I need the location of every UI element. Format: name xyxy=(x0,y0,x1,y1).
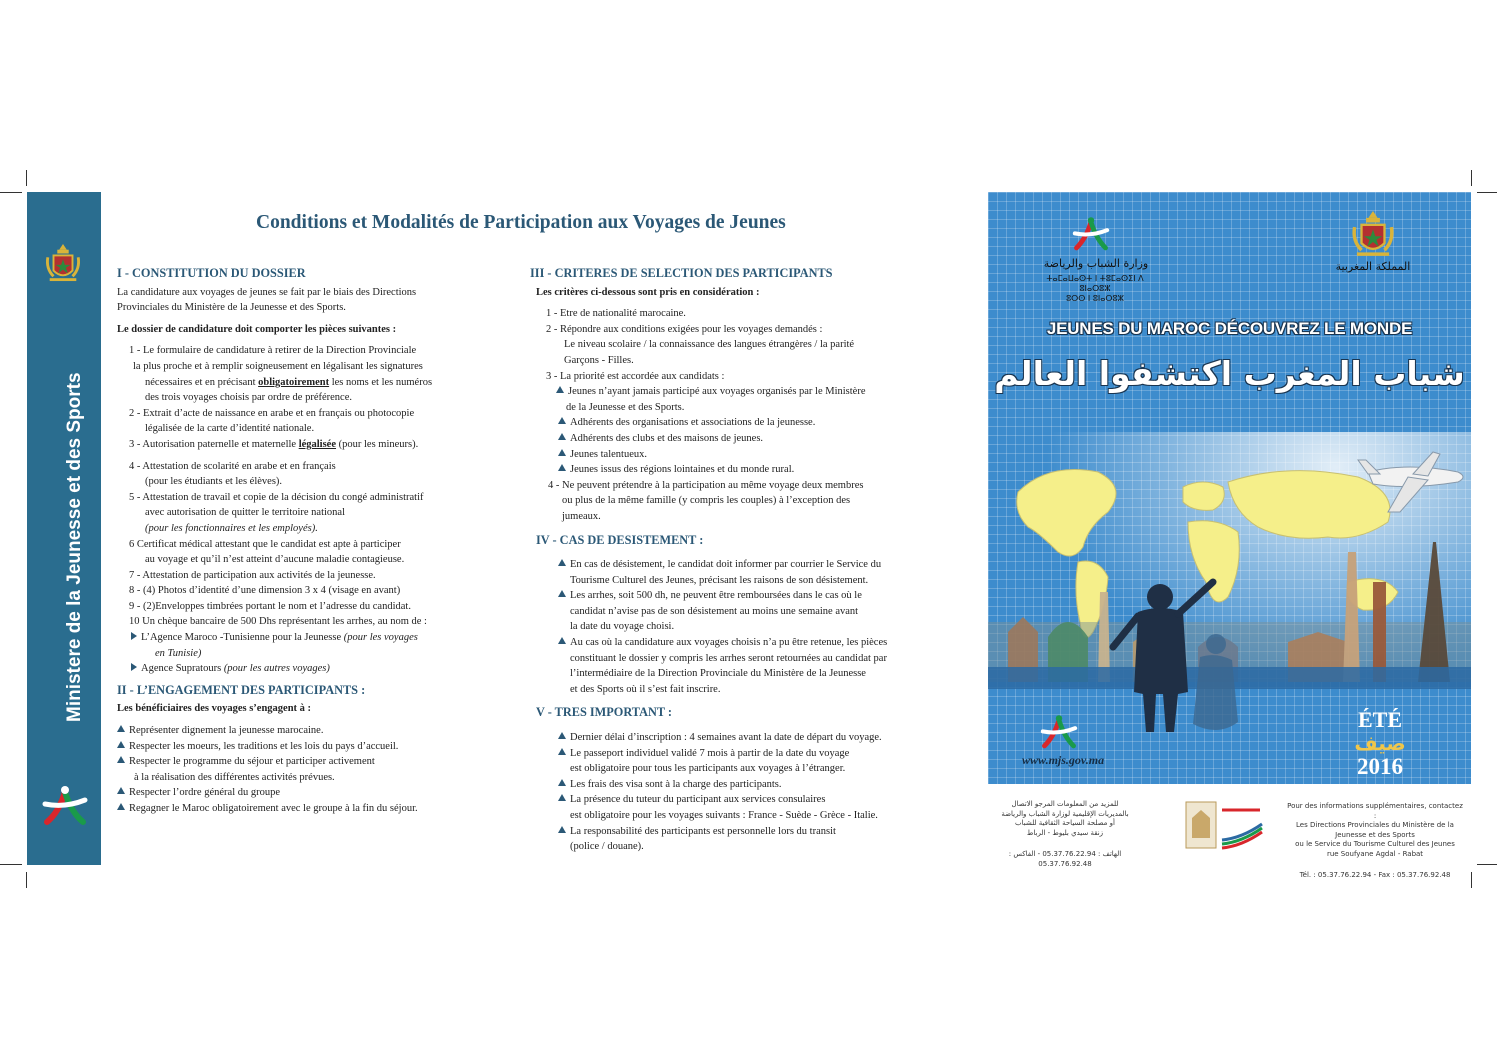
triangle-bullet-icon xyxy=(558,559,566,566)
list-item: 9 - (2)Enveloppes timbrées portant le nom et l’adresse du candidat. xyxy=(129,600,411,612)
bullet-item xyxy=(117,801,447,817)
crop-mark xyxy=(1477,192,1497,193)
contact-line: أو مصلحة السياحة الثقافية للشباب xyxy=(1015,819,1115,827)
crop-mark xyxy=(1471,170,1472,186)
bullet-item xyxy=(530,746,890,762)
ministry-name-amazigh-line: ⵜⴰⵎⴰⵡⴰⵙⵜ ⵏ ⵜⵓⵎⴰⵙⵉⵏ ⴷ ⵓⵏⴰⵔⵓⵣ xyxy=(1046,274,1144,293)
page-title: Conditions et Modalités de Participation aux Voyages de Jeunes xyxy=(256,212,786,233)
section-lead: Les critères ci-dessous sont pris en considération : xyxy=(536,286,760,298)
season-french: ÉTÉ xyxy=(1357,707,1403,732)
triangle-bullet-icon xyxy=(117,741,125,748)
bullet-text: La responsabilité des participants est personnelle lors du transit xyxy=(570,825,836,837)
rabat-event-logo-icon xyxy=(1182,798,1264,854)
bullet-text: Le passeport individuel validé 7 mois à partir de la date du voyage xyxy=(570,747,850,759)
season-arabic: صيف xyxy=(1354,731,1406,755)
list-emphasis: légalisée xyxy=(298,438,337,450)
section-text: Provinciales du Ministère de la Jeunesse et des Sports. xyxy=(117,302,346,314)
list-item: des trois voyages choisis par ordre de préférence. xyxy=(145,392,353,404)
list-item: 6 Certificat médical attestant que le candidat est apte à participer xyxy=(129,538,401,550)
ministry-logo-icon xyxy=(1070,214,1112,256)
royal-emblem-icon xyxy=(44,242,82,284)
bullet-text: Dernier délai d’inscription : 4 semaines avant la date de départ du voyage. xyxy=(570,732,882,744)
list-text: les noms et les numéros xyxy=(329,376,433,388)
list-item xyxy=(117,661,447,677)
triangle-bullet-icon xyxy=(558,433,566,440)
bullet-text: Les frais des visa sont à la charge des participants. xyxy=(570,778,782,790)
list-item: avec autorisation de quitter le territoire national xyxy=(145,507,346,519)
contact-info-french xyxy=(1285,802,1465,881)
contact-line: Tél. : 05.37.76.22.94 - Fax : 05.37.76.92.48 xyxy=(1299,871,1451,879)
slogan-french: JEUNES DU MAROC DÉCOUVREZ LE MONDE xyxy=(1046,319,1413,338)
bullet-item xyxy=(530,635,890,651)
list-emphasis: obligatoirement xyxy=(258,376,330,388)
bullet-item xyxy=(530,730,890,746)
bullet-item: l’intermédiaire de la Direction Provinciale du Ministère de la Jeunesse xyxy=(570,668,866,680)
list-item: 10 Un chèque bancaire de 500 Dhs représentant les arrhes, au nom de : xyxy=(129,616,427,628)
bullet-item: est obligatoire pour les voyages suivants : France - Suède - Grèce - Italie. xyxy=(570,810,878,821)
arrow-bullet-icon xyxy=(131,663,137,671)
section-heading: II - L’ENGAGEMENT DES PARTICIPANTS : xyxy=(117,682,366,697)
bullet-item: Tourisme Culturel des Jeunes, précisant les raisons de son désistement. xyxy=(570,574,869,586)
crop-mark xyxy=(1477,864,1497,865)
list-item: Garçons - Filles. xyxy=(564,354,634,366)
column-left xyxy=(117,266,447,817)
bullet-text: Jeunes n’ayant jamais participé aux voyages organisés par le Ministère xyxy=(568,386,866,398)
crop-mark xyxy=(0,192,22,193)
website-url: www.mjs.gov.ma xyxy=(1022,753,1105,767)
ministry-logo-icon xyxy=(39,782,91,834)
triangle-bullet-icon xyxy=(117,787,125,794)
crop-mark xyxy=(0,864,22,865)
crop-mark xyxy=(26,170,27,186)
section-lead: Les bénéficiaires des voyages s’engagent à : xyxy=(117,703,312,715)
ministry-label: Ministere de la Jeunesse et des Sports xyxy=(64,372,85,722)
bullet-item xyxy=(117,739,447,755)
season-year: 2016 xyxy=(1357,754,1403,779)
list-item: (pour les étudiants et les élèves). xyxy=(145,476,283,488)
bullet-item: est obligatoire pour tous les participants aux voyages à l’étranger. xyxy=(570,763,846,775)
list-item: au voyage et qu’il n’est atteint d’aucune maladie contagieuse. xyxy=(145,554,405,566)
list-text: (pour les voyages xyxy=(343,632,418,644)
season-badge xyxy=(1340,708,1420,780)
bullet-item xyxy=(530,777,890,793)
list-item: 4 - Attestation de scolarité en arabe et en français xyxy=(129,460,336,472)
contact-line: الهاتف : 05.37.76.22.94 - الفاكس : 05.37.76.92.48 xyxy=(1008,850,1122,868)
list-item xyxy=(117,437,447,453)
bullet-item xyxy=(530,824,890,840)
triangle-bullet-icon xyxy=(558,464,566,471)
list-item: 2 - Répondre aux conditions exigées pour les voyages demandés : xyxy=(546,323,823,335)
bullet-text: Respecter les moeurs, les traditions et les lois du pays d’accueil. xyxy=(129,740,399,752)
bullet-item xyxy=(530,792,890,808)
bullet-text: Les arrhes, soit 500 dh, ne peuvent être remboursées dans le cas où le xyxy=(570,590,862,602)
bullet-item xyxy=(530,431,890,447)
list-item: 5 - Attestation de travail et copie de la décision du congé administratif xyxy=(129,491,424,503)
bullet-item xyxy=(530,557,890,573)
section-heading: I - CONSTITUTION DU DOSSIER xyxy=(117,266,306,280)
triangle-bullet-icon xyxy=(117,803,125,810)
contact-info-arabic xyxy=(990,800,1140,869)
list-item: ou plus de la même famille (y compris les couples) à l’exception des jumeaux. xyxy=(562,495,851,522)
triangle-bullet-icon xyxy=(558,826,566,833)
list-text: Agence Supratours xyxy=(141,663,224,675)
list-item: la plus proche et à remplir soigneusement en légalisant les signatures xyxy=(133,360,423,372)
list-item xyxy=(117,375,447,391)
triangle-bullet-icon xyxy=(558,779,566,786)
contact-line: زنقة سيدي بليوط - الرباط xyxy=(1026,828,1104,837)
bullet-text: Représenter dignement la jeunesse marocaine. xyxy=(129,725,324,737)
bullet-text: En cas de désistement, le candidat doit informer par courrier le Service du xyxy=(570,559,882,571)
list-item: 2 - Extrait d’acte de naissance en arabe et en français ou photocopie xyxy=(129,407,415,419)
list-item: 7 - Attestation de participation aux activités de la jeunesse. xyxy=(129,569,376,581)
ministry-name-amazigh-line: ⵓⵔⵙ ⵏ ⵓⵏⴰⵔⵓⵣ xyxy=(1066,294,1124,303)
bullet-item: (police / douane). xyxy=(570,841,644,853)
kingdom-name-arabic: المملكة المغربية xyxy=(1335,260,1411,273)
section-heading: IV - CAS DE DESISTEMENT : xyxy=(536,532,704,547)
bullet-item: et des Sports où il s’est fait inscrire. xyxy=(570,683,721,695)
triangle-bullet-icon xyxy=(556,386,564,393)
triangle-bullet-icon xyxy=(558,449,566,456)
bullet-item: constituant le dossier y compris les arrhes seront retournées au candidat par xyxy=(570,652,887,664)
slogan-arabic: شباب المغرب اكتشفوا العالم xyxy=(994,354,1465,393)
list-item: (pour les fonctionnaires et les employés). xyxy=(145,522,318,534)
list-item: 1 - Le formulaire de candidature à retirer de la Direction Provinciale xyxy=(129,345,417,357)
list-item: 4 - Ne peuvent prétendre à la participation au même voyage deux membres xyxy=(548,479,864,491)
bullet-text: Respecter le programme du séjour et participer activement xyxy=(129,756,375,768)
list-item: Le niveau scolaire / la connaissance des langues étrangères / la parité xyxy=(564,339,855,351)
list-text: (pour les mineurs). xyxy=(336,438,419,450)
list-text: nécessaires et en précisant xyxy=(145,376,259,388)
list-item: 3 - La priorité est accordée aux candidats : xyxy=(546,370,725,382)
contact-line: Les Directions Provinciales du Ministère de la Jeunesse et des Sports xyxy=(1296,821,1454,839)
bullet-text: Jeunes issus des régions lointaines et du monde rural. xyxy=(570,464,795,476)
bullet-item xyxy=(530,447,890,463)
contact-line: بالمديريات الإقليمية لوزارة الشباب والرياضة xyxy=(1001,809,1129,818)
section-lead: Le dossier de candidature doit comporter les pièces suivantes : xyxy=(117,323,397,335)
section-text: La candidature aux voyages de jeunes se fait par le biais des Directions xyxy=(117,286,417,298)
list-item: 8 - (4) Photos d’identité d’une dimension 3 x 4 (visage en avant) xyxy=(129,585,401,597)
bullet-item xyxy=(530,384,890,400)
triangle-bullet-icon xyxy=(558,417,566,424)
bullet-text: Regagner le Maroc obligatoirement avec le groupe à la fin du séjour. xyxy=(129,803,418,814)
triangle-bullet-icon xyxy=(558,732,566,739)
contact-line: Pour des informations supplémentaires, contactez : xyxy=(1287,802,1463,820)
crop-mark xyxy=(1471,872,1472,888)
crop-mark xyxy=(26,872,27,888)
contact-line: للمزيد من المعلومات المرجو الاتصال xyxy=(1011,800,1119,808)
triangle-bullet-icon xyxy=(558,637,566,644)
section-heading: III - CRITERES DE SELECTION DES PARTICIPANTS xyxy=(530,266,833,280)
contact-line: ou le Service du Tourisme Culturel des Jeunes xyxy=(1295,840,1455,848)
bullet-item: à la réalisation des différentes activités prévues. xyxy=(134,771,335,783)
bullet-item xyxy=(117,754,447,770)
bullet-item: candidat n’avise pas de son désistement au moins une semaine avant xyxy=(570,605,859,617)
bullet-text: Au cas où la candidature aux voyages choisis n’a pu être retenue, les pièces xyxy=(570,637,888,649)
arrow-bullet-icon xyxy=(131,632,137,640)
triangle-bullet-icon xyxy=(558,748,566,755)
ministry-logo-icon xyxy=(1038,712,1080,754)
triangle-bullet-icon xyxy=(558,794,566,801)
list-item: en Tunisie) xyxy=(155,647,202,659)
list-text: (pour les autres voyages) xyxy=(223,663,330,675)
bullet-item: de la Jeunesse et des Sports. xyxy=(566,401,685,413)
list-item xyxy=(117,630,447,646)
triangle-bullet-icon xyxy=(117,725,125,732)
bullet-item xyxy=(530,588,890,604)
bullet-text: Adhérents des clubs et des maisons de jeunes. xyxy=(570,432,764,444)
bullet-text: Respecter l’ordre général du groupe xyxy=(129,787,281,799)
list-text: 3 - Autorisation paternelle et maternelle xyxy=(129,438,299,450)
list-text: L’Agence Maroco -Tunisienne pour la Jeunesse xyxy=(141,632,344,644)
bullet-text: Adhérents des organisations et associations de la jeunesse. xyxy=(570,417,816,429)
bullet-item: la date du voyage choisi. xyxy=(570,621,675,633)
side-band xyxy=(27,192,101,865)
column-right xyxy=(530,266,890,855)
contact-line: rue Soufyane Agdal - Rabat xyxy=(1326,849,1424,858)
bullet-item xyxy=(117,723,447,739)
bullet-item xyxy=(530,462,890,478)
list-item: 1 - Etre de nationalité marocaine. xyxy=(546,308,686,320)
royal-emblem-icon xyxy=(1350,208,1396,260)
bullet-text: La présence du tuteur du participant aux services consulaires xyxy=(570,794,826,806)
bullet-item xyxy=(117,785,447,801)
list-item: légalisée de la carte d’identité nationale. xyxy=(145,423,315,435)
ministry-name-amazigh xyxy=(1040,274,1150,304)
triangle-bullet-icon xyxy=(117,756,125,763)
bullet-item xyxy=(530,415,890,431)
triangle-bullet-icon xyxy=(558,590,566,597)
bullet-text: Jeunes talentueux. xyxy=(570,448,647,460)
section-heading: V - TRES IMPORTANT : xyxy=(536,705,672,720)
cover-panel xyxy=(988,192,1471,784)
ministry-name-arabic: وزارة الشباب والرياضة xyxy=(1043,257,1149,270)
